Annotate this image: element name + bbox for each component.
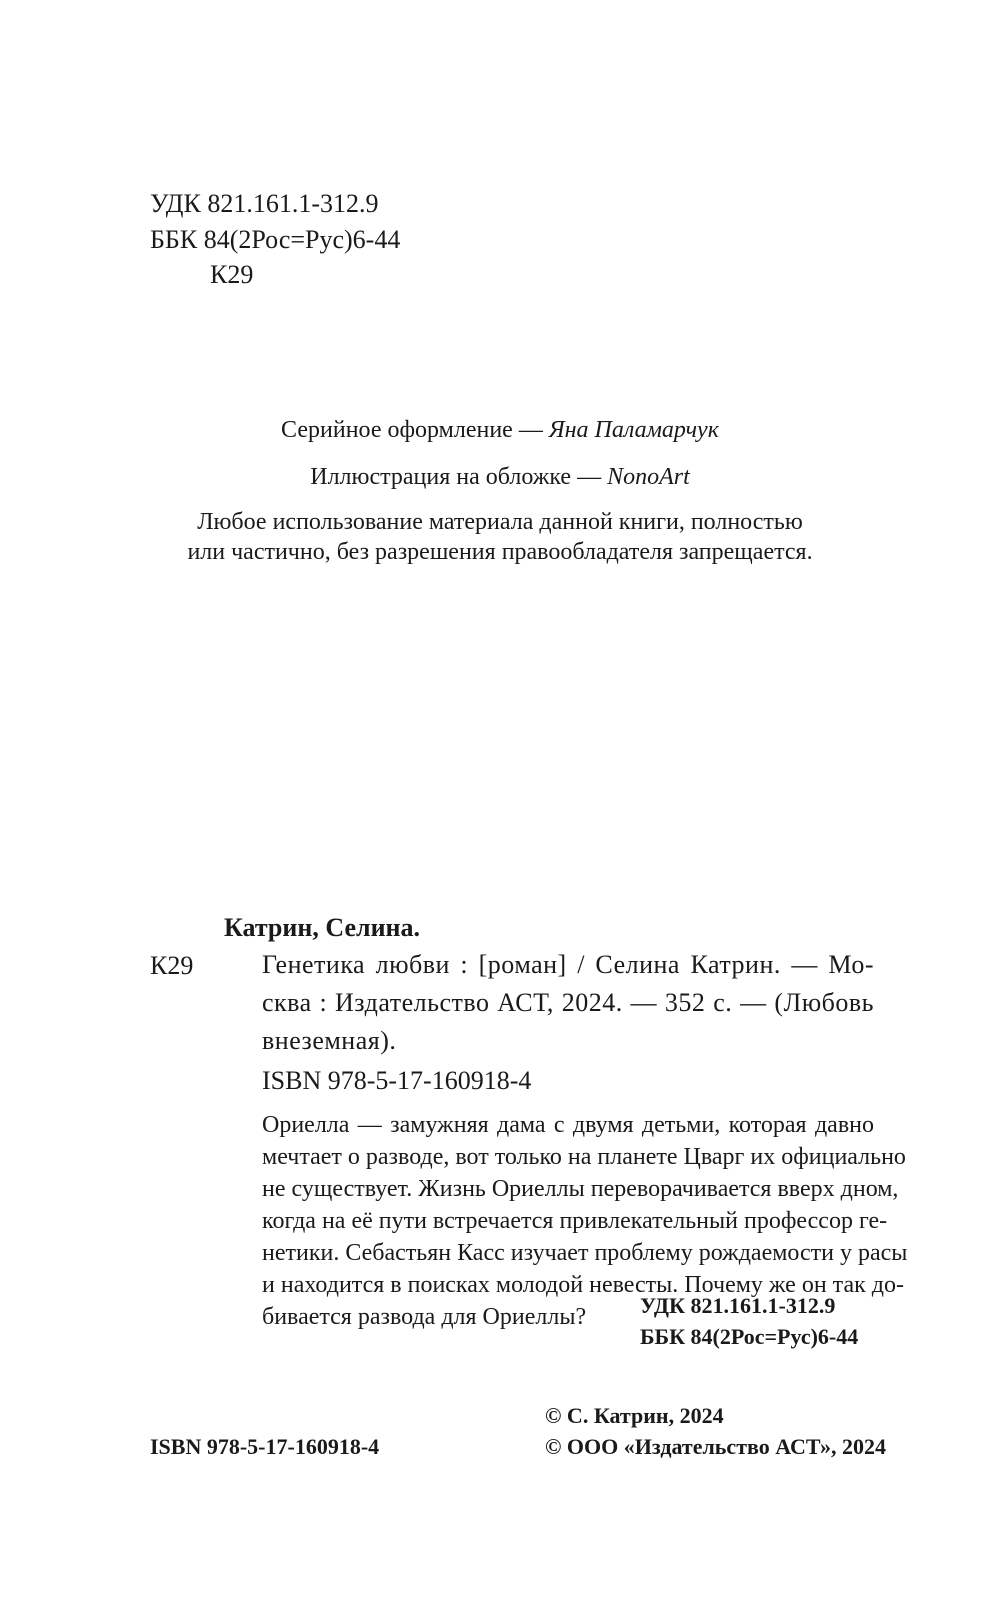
- author-heading: Катрин, Селина.: [224, 913, 421, 942]
- description-line: сква : Издательство АСТ, 2024. — 352 с. — (Любовь: [262, 988, 874, 1017]
- bibliographic-description: [262, 946, 874, 1060]
- author-mark: К29: [210, 260, 254, 289]
- annotation-line: не существует. Жизнь Ориеллы переворачивается вверх дном,: [262, 1176, 899, 1202]
- copyright-publisher: © ООО «Издательство АСТ», 2024: [545, 1434, 887, 1459]
- udk-code: УДК 821.161.1-312.9: [150, 189, 379, 218]
- annotation-line: когда на её пути встречается привлекательный профессор ге-: [262, 1208, 888, 1234]
- copyright-notice-line-1: Любое использование материала данной книги, полностью: [197, 509, 803, 535]
- description-line: внеземная).: [262, 1026, 397, 1055]
- record-udk: УДК 821.161.1-312.9: [640, 1293, 836, 1318]
- series-design-credit: [0, 414, 1000, 446]
- record-author-mark: К29: [150, 951, 194, 980]
- copyright-notice-line-2: или частично, без разрешения правообладателя запрещается.: [187, 539, 813, 565]
- copyright-author: © С. Катрин, 2024: [545, 1403, 724, 1428]
- footer-isbn: ISBN 978-5-17-160918-4: [150, 1434, 380, 1459]
- annotation-line: бивается развода для Ориеллы?: [262, 1304, 587, 1330]
- annotation-line: мечтает о разводе, вот только на планете Цварг их официально: [262, 1144, 906, 1170]
- annotation-line: и находится в поисках молодой невесты. Почему же он так до-: [262, 1272, 904, 1298]
- annotation-line: нетики. Себастьян Касс изучает проблему рождаемости у расы: [262, 1240, 908, 1266]
- cover-illustration-credit: [0, 461, 1000, 493]
- record-bbk: ББК 84(2Рос=Рус)6-44: [640, 1324, 859, 1349]
- cover-illustration-name: NonoArt: [607, 464, 690, 490]
- record-isbn: ISBN 978-5-17-160918-4: [262, 1066, 532, 1095]
- annotation-line: Ориелла — замужняя дама с двумя детьми, которая давно: [262, 1112, 874, 1138]
- bbk-code: ББК 84(2Рос=Рус)6-44: [150, 225, 401, 254]
- description-line: Генетика любви : [роман] / Селина Катрин. — Мо-: [262, 950, 874, 979]
- series-design-label: Серийное оформление —: [281, 417, 549, 443]
- cover-illustration-label: Иллюстрация на обложке —: [310, 464, 608, 490]
- series-design-name: Яна Паламарчук: [548, 417, 719, 443]
